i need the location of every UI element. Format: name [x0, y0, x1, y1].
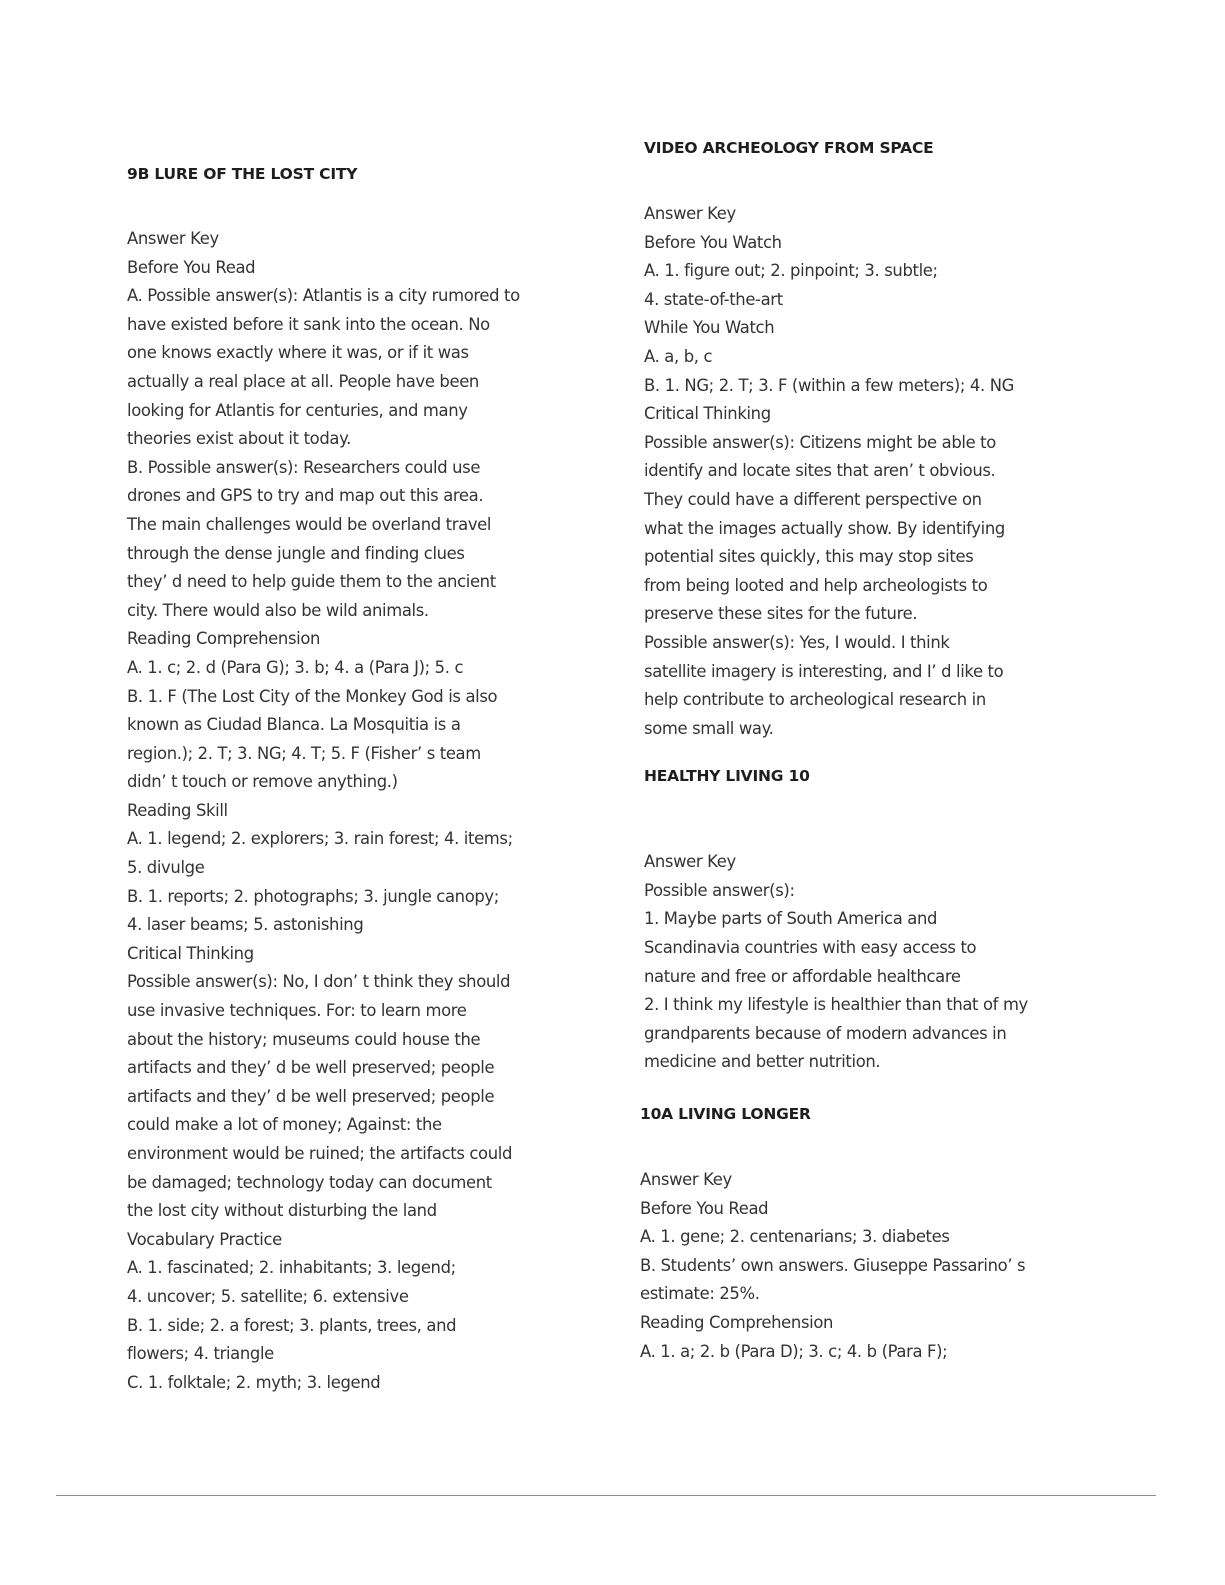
answer-line: Critical Thinking [644, 404, 771, 424]
answer-line: Reading Comprehension [127, 629, 321, 649]
answer-line: A. 1. fascinated; 2. inhabitants; 3. legend; [127, 1258, 456, 1278]
answer-line: satellite imagery is interesting, and I’ d like to [644, 661, 1004, 681]
answer-line: Answer Key [640, 1170, 732, 1190]
answer-line: city. There would also be wild animals. [127, 600, 429, 620]
answer-lines [644, 200, 1084, 743]
answer-line: through the dense jungle and finding clues [127, 543, 465, 563]
answer-line: A. 1. gene; 2. centenarians; 3. diabetes [640, 1227, 950, 1247]
answer-line: 4. laser beams; 5. astonishing [127, 915, 364, 935]
right-column [640, 137, 1084, 1366]
answer-line: use invasive techniques. For: to learn more [127, 1001, 467, 1021]
answer-line: artifacts and they’ d be well preserved; people [127, 1086, 495, 1106]
answer-line: estimate: 25%. [640, 1284, 760, 1304]
answer-line: preserve these sites for the future. [644, 604, 918, 624]
answer-line: have existed before it sank into the ocean. No [127, 314, 490, 334]
answer-line: 4. state-of-the-art [644, 289, 783, 309]
answer-lines [127, 225, 547, 1397]
answer-line: Before You Read [640, 1198, 769, 1218]
answer-line: medicine and better nutrition. [644, 1052, 881, 1072]
answer-line: environment would be ruined; the artifacts could [127, 1144, 513, 1163]
answer-line: B. Possible answer(s): Researchers could use [127, 457, 481, 477]
answer-line: Answer Key [644, 204, 736, 223]
answer-line: Vocabulary Practice [127, 1229, 282, 1249]
answer-line: from being looted and help archeologists to [644, 575, 988, 595]
answer-line: grandparents because of modern advances in [644, 1023, 1007, 1043]
answer-line: help contribute to archeological research in [644, 690, 986, 710]
answer-line: Critical Thinking [127, 943, 254, 963]
answer-line: region.); 2. T; 3. NG; 4. T; 5. F (Fisher’ s team [127, 743, 481, 763]
answer-line: 4. uncover; 5. satellite; 6. extensive [127, 1286, 409, 1306]
answer-line: Answer Key [127, 229, 219, 248]
answer-line: nature and free or affordable healthcare [644, 966, 961, 986]
answer-line: Answer Key [644, 852, 736, 872]
answer-line: be damaged; technology today can document [127, 1172, 492, 1192]
answer-line: didn’ t touch or remove anything.) [127, 772, 398, 792]
answer-line: Reading Skill [127, 800, 228, 820]
answer-line: B. Students’ own answers. Giuseppe Passarino’ s [640, 1255, 1026, 1275]
answer-line: theories exist about it today. [127, 429, 351, 449]
answer-line: Possible answer(s): Citizens might be able to [644, 432, 996, 452]
section-video-archeology [644, 137, 1084, 743]
answer-line: B. 1. side; 2. a forest; 3. plants, trees, and [127, 1315, 457, 1335]
answer-line: Before You Watch [644, 232, 782, 252]
answer-line: about the history; museums could house the [127, 1029, 481, 1049]
answer-line: identify and locate sites that aren’ t obvious. [644, 461, 996, 481]
answer-line: actually a real place at all. People have been [127, 371, 479, 391]
answer-line: A. a, b, c [644, 346, 713, 366]
answer-line: flowers; 4. triangle [127, 1344, 274, 1364]
section-title: VIDEO ARCHEOLOGY FROM SPACE [644, 139, 934, 157]
answer-lines [640, 1166, 1084, 1366]
answer-line: A. 1. a; 2. b (Para D); 3. c; 4. b (Para F); [640, 1341, 948, 1361]
answer-line: Possible answer(s): [644, 880, 795, 900]
answer-line: A. 1. figure out; 2. pinpoint; 3. subtle; [644, 261, 938, 281]
section-healthy-living [644, 765, 1084, 1077]
footer-rule [56, 1495, 1156, 1496]
answer-line: B. 1. NG; 2. T; 3. F (within a few meters); 4. NG [644, 375, 1014, 395]
answer-lines [644, 848, 1084, 1077]
answer-line: Possible answer(s): No, I don’ t think they should [127, 972, 511, 992]
answer-line: They could have a different perspective on [644, 489, 982, 509]
left-column [127, 163, 547, 1397]
answer-line: the lost city without disturbing the land [127, 1201, 437, 1221]
answer-line: one knows exactly where it was, or if it was [127, 343, 469, 363]
answer-line: A. 1. c; 2. d (Para G); 3. b; 4. a (Para J); 5. c [127, 657, 464, 677]
section-title: 9B LURE OF THE LOST CITY [127, 165, 358, 183]
answer-line: B. 1. reports; 2. photographs; 3. jungle canopy; [127, 886, 499, 906]
answer-line: drones and GPS to try and map out this area. [127, 486, 484, 506]
answer-line: looking for Atlantis for centuries, and many [127, 400, 468, 420]
answer-line: artifacts and they’ d be well preserved; people [127, 1058, 495, 1078]
section-title: 10A LIVING LONGER [640, 1105, 811, 1124]
answer-line: known as Ciudad Blanca. La Mosquitia is a [127, 715, 461, 735]
answer-line: 2. I think my lifestyle is healthier than that of my [644, 995, 1028, 1015]
answer-line: While You Watch [644, 318, 775, 338]
answer-line: Scandinavia countries with easy access to [644, 938, 977, 958]
answer-line: A. Possible answer(s): Atlantis is a city rumored to [127, 286, 520, 306]
answer-line: potential sites quickly, this may stop sites [644, 547, 974, 567]
answer-line: B. 1. F (The Lost City of the Monkey God is also [127, 686, 498, 706]
answer-line: could make a lot of money; Against: the [127, 1115, 442, 1135]
answer-line: A. 1. legend; 2. explorers; 3. rain forest; 4. items; [127, 829, 513, 849]
section-title: HEALTHY LIVING 10 [644, 767, 810, 786]
answer-line: Reading Comprehension [640, 1313, 834, 1332]
section-lure-of-the-lost-city [127, 163, 547, 1397]
answer-line: The main challenges would be overland travel [127, 514, 492, 534]
answer-line: C. 1. folktale; 2. myth; 3. legend [127, 1372, 381, 1392]
answer-line: Before You Read [127, 257, 256, 277]
section-living-longer [640, 1103, 1084, 1366]
answer-line: 5. divulge [127, 858, 205, 878]
answer-line: 1. Maybe parts of South America and [644, 909, 938, 929]
answer-line: Possible answer(s): Yes, I would. I think [644, 632, 950, 652]
answer-line: what the images actually show. By identifying [644, 518, 1005, 538]
answer-line: some small way. [644, 718, 774, 738]
answer-line: they’ d need to help guide them to the ancient [127, 572, 496, 592]
